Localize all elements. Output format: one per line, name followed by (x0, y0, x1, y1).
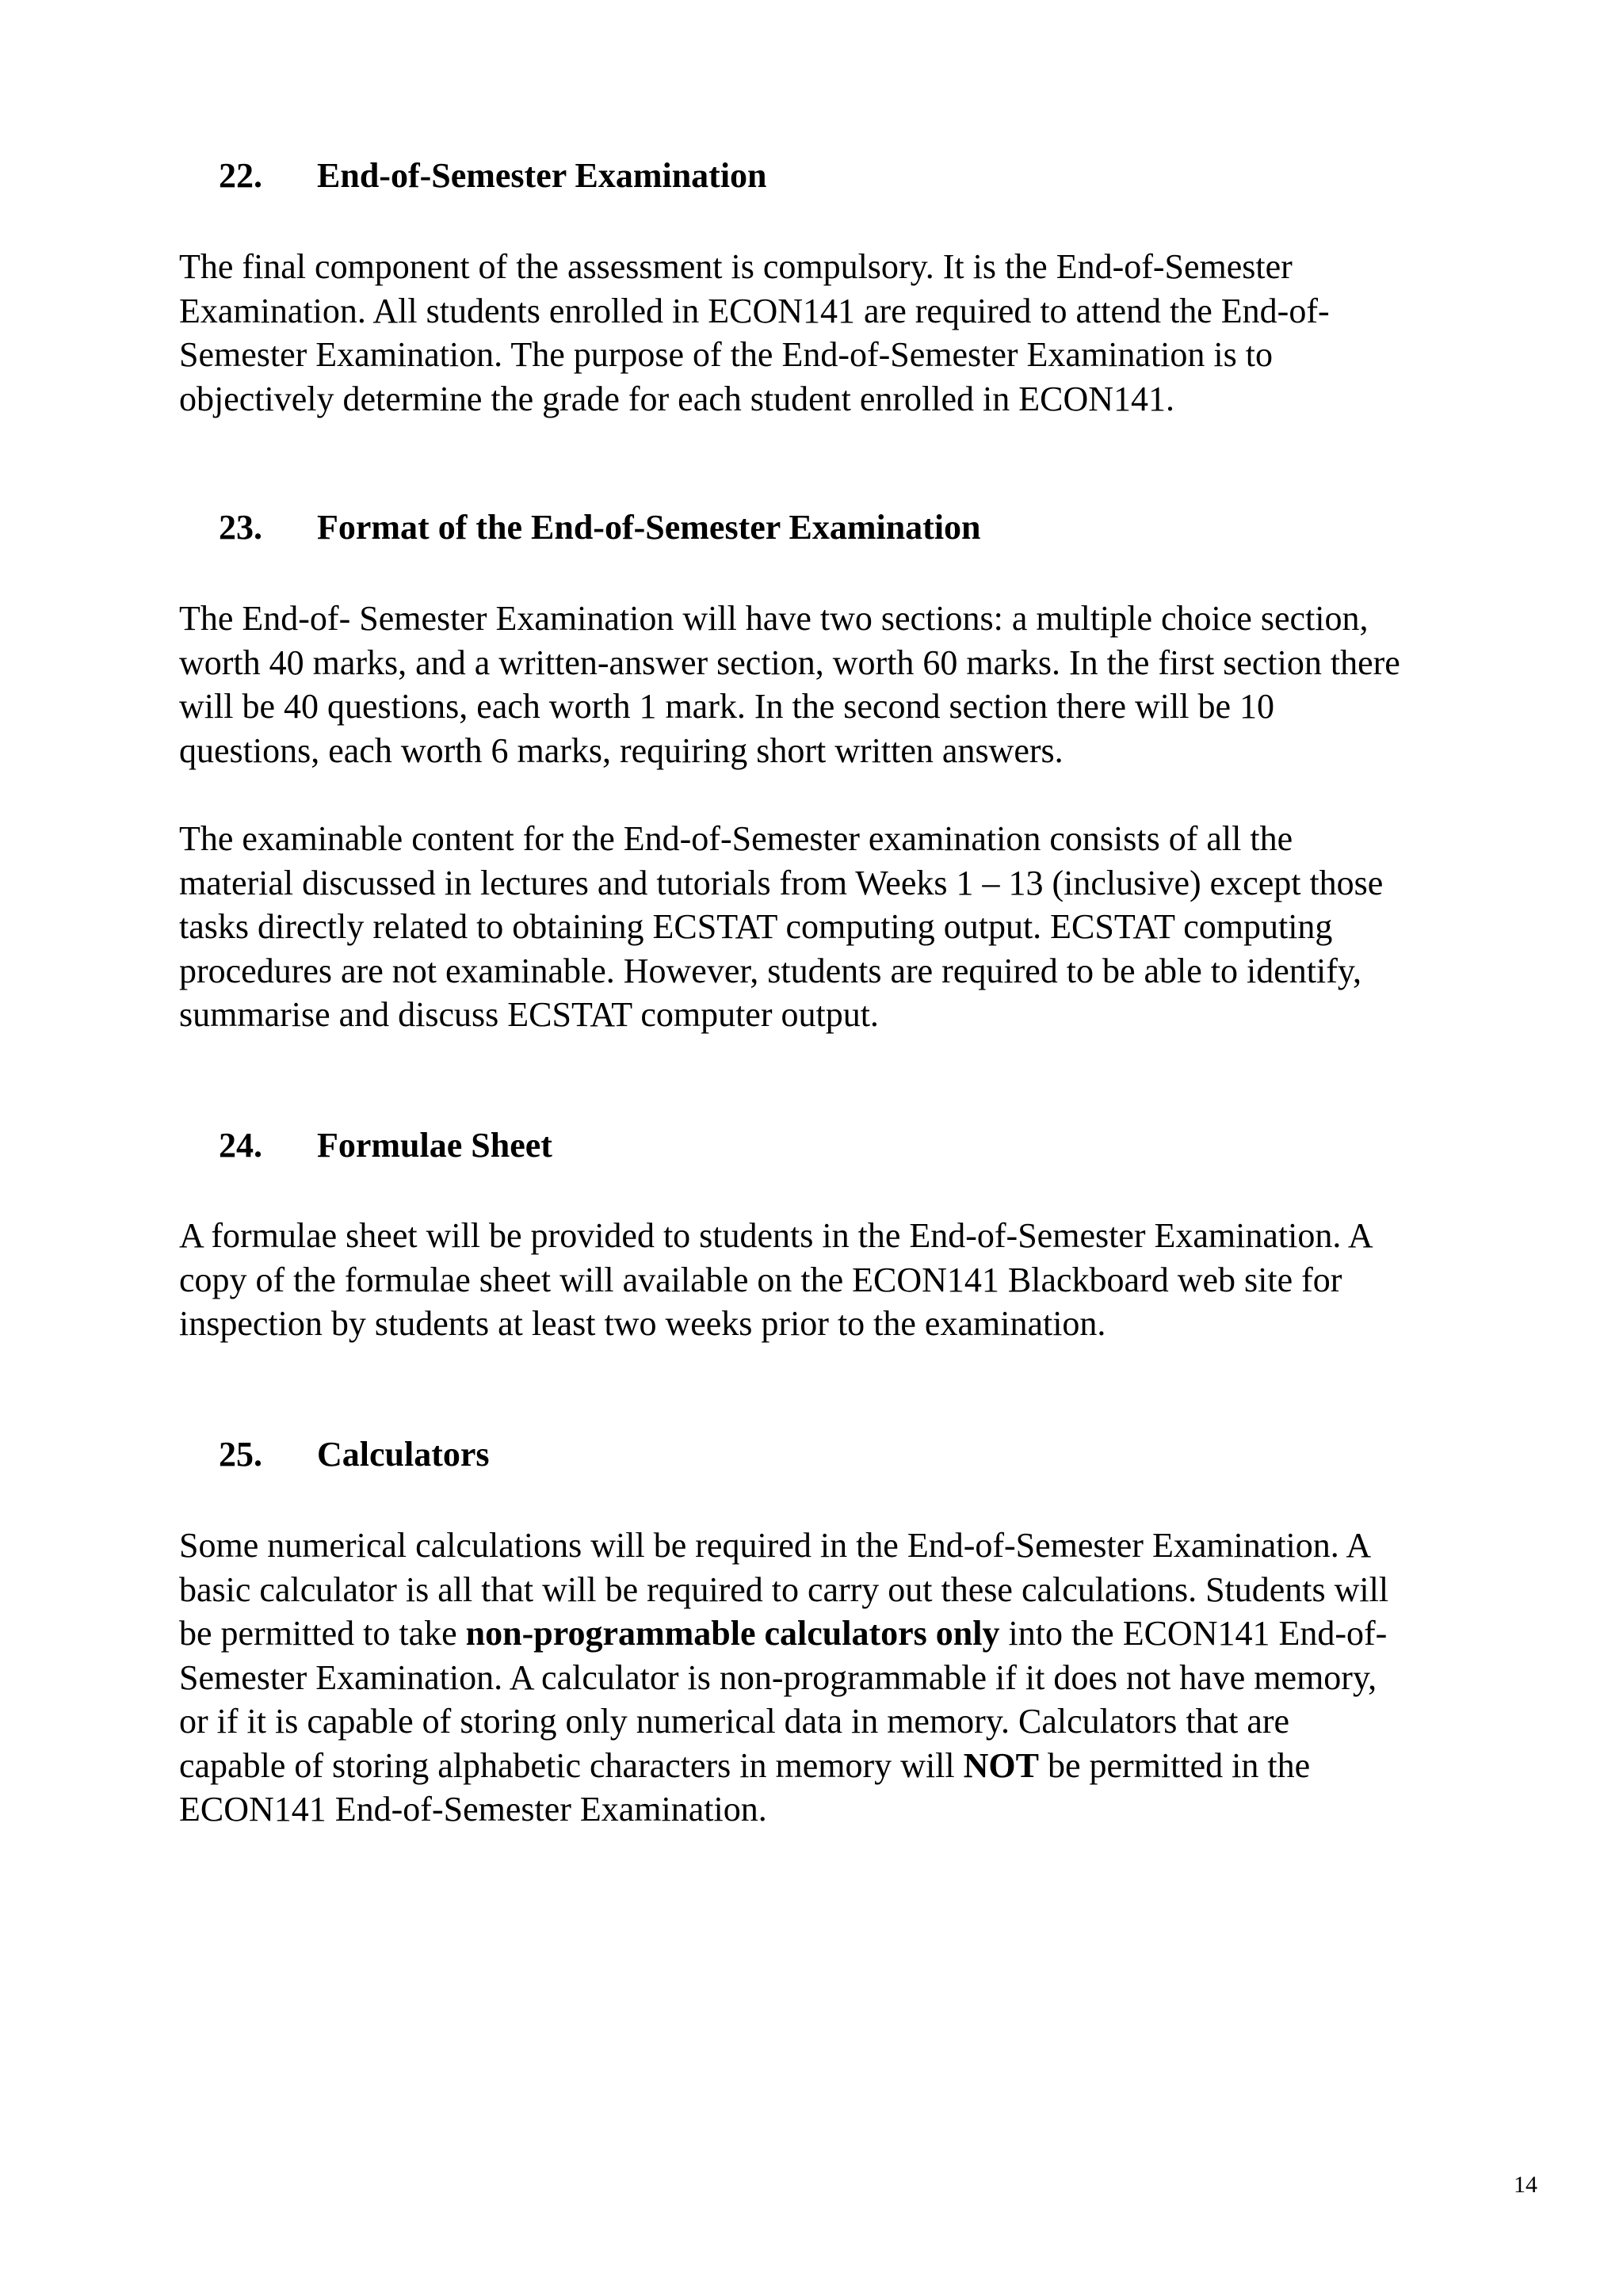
text-line (179, 1611, 1566, 1656)
section-23-heading (219, 505, 981, 550)
section-23-paragraph-2 (179, 817, 1566, 1037)
text-line: procedures are not examinable. However, students are required to be able to identify, (179, 951, 1362, 990)
text-line: The final component of the assessment is compulsory. It is the End-of-Semester (179, 247, 1293, 286)
text-line: Semester Examination. A calculator is non-programmable if it does not have memory, (179, 1657, 1377, 1697)
text-line: or if it is capable of storing only numerical data in memory. Calculators that are (179, 1702, 1290, 1741)
text-line: A formulae sheet will be provided to students in the End-of-Semester Examination. A (179, 1216, 1373, 1255)
section-24-heading (219, 1123, 552, 1168)
emphasis-not: NOT (963, 1745, 1039, 1785)
text-line: inspection by students at least two weeks prior to the examination. (179, 1304, 1106, 1343)
section-title: Formulae Sheet (317, 1126, 552, 1165)
section-23-paragraph-1 (179, 597, 1566, 772)
section-title: End-of-Semester Examination (317, 156, 767, 195)
text-line: basic calculator is all that will be required to carry out these calculations. Students will (179, 1569, 1389, 1609)
text-line: will be 40 questions, each worth 1 mark. In the second section there will be 10 (179, 687, 1274, 726)
text-run: be permitted in the (1038, 1745, 1311, 1785)
text-line: The examinable content for the End-of-Semester examination consists of all the (179, 819, 1293, 858)
text-line: tasks directly related to obtaining ECSTAT computing output. ECSTAT computing (179, 907, 1333, 946)
text-line: material discussed in lectures and tutorials from Weeks 1 – 13 (inclusive) except those (179, 863, 1384, 902)
emphasis-non-programmable: non-programmable calculators only (465, 1614, 1000, 1653)
section-title: Calculators (317, 1435, 490, 1474)
section-25-paragraph-1 (179, 1524, 1566, 1832)
text-line: objectively determine the grade for each student enrolled in ECON141. (179, 379, 1175, 418)
text-line (179, 1744, 1566, 1788)
text-line: Examination. All students enrolled in ECON141 are required to attend the End-of- (179, 291, 1330, 330)
text-line: worth 40 marks, and a written-answer section, worth 60 marks. In the first section there (179, 643, 1400, 682)
text-line: copy of the formulae sheet will available on the ECON141 Blackboard web site for (179, 1260, 1342, 1299)
section-title: Format of the End-of-Semester Examination (317, 508, 981, 547)
text-line: Some numerical calculations will be required in the End-of-Semester Examination. A (179, 1526, 1372, 1565)
section-number: 25. (219, 1435, 262, 1474)
section-number: 22. (219, 156, 262, 195)
text-line: Semester Examination. The purpose of the End-of-Semester Examination is to (179, 335, 1273, 374)
text-line: The End-of- Semester Examination will have two sections: a multiple choice section, (179, 599, 1369, 638)
section-22-paragraph-1 (179, 245, 1566, 421)
text-run: into the ECON141 End-of- (999, 1614, 1388, 1653)
section-number: 24. (219, 1126, 262, 1165)
section-25-heading (219, 1432, 490, 1477)
text-line: summarise and discuss ECSTAT computer output. (179, 995, 879, 1034)
text-line: questions, each worth 6 marks, requiring short written answers. (179, 730, 1064, 770)
section-22-heading (219, 154, 767, 198)
section-number: 23. (219, 508, 262, 547)
section-24-paragraph-1 (179, 1214, 1566, 1346)
page-number: 14 (1514, 2172, 1537, 2198)
text-run: be permitted to take (179, 1614, 466, 1653)
text-run: capable of storing alphabetic characters in memory will (179, 1745, 964, 1785)
text-line: ECON141 End-of-Semester Examination. (179, 1790, 767, 1829)
